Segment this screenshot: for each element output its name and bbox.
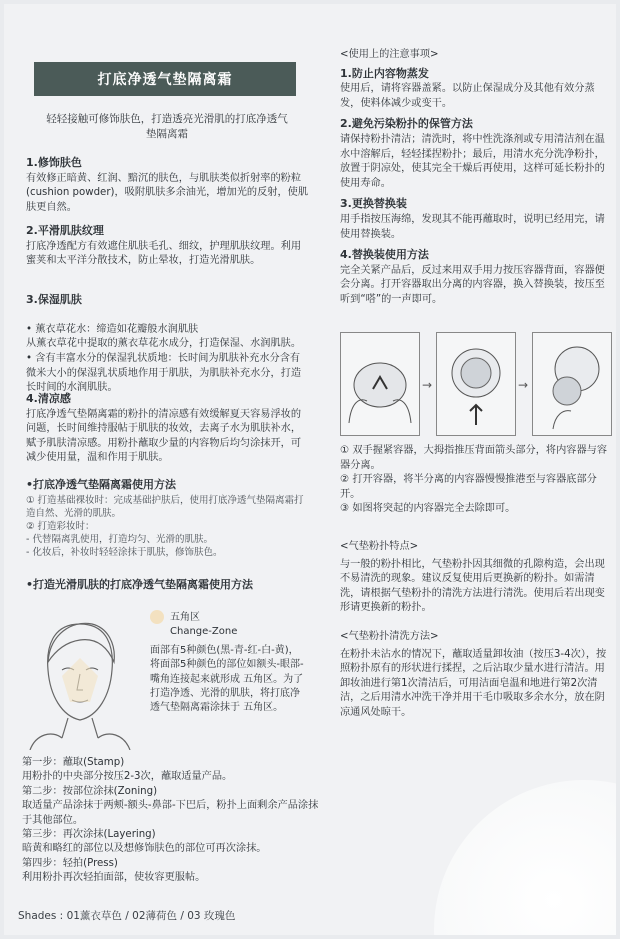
section-body: 有效修正暗黄、红润、黯沉的肤色，与肌肤类似折射率的粉粒(cushion powder)，吸附肌肤多余油光，增加光的反射，使肌肤更自然。 (26, 172, 309, 213)
zone-subtitle: Change-Zone (170, 626, 238, 638)
refill-panel-1 (340, 332, 420, 436)
section-2 (26, 224, 310, 269)
note-body: 使用后，请将容器盖紧。以防止保湿成分及其他有效分蒸发，使料体减少或变干。 (340, 83, 595, 109)
arrow-right-icon: → (518, 378, 529, 392)
refill-step: ③ 如图将突起的内容器完全去除即可。 (340, 503, 516, 515)
refill-step: ① 双手握紧容器，大拇指推压背面箭头部分，将内容器与容器分离。 (340, 445, 608, 471)
note-body: 请保持粉扑清洁；清洗时，将中性洗涤剂或专用清洁剂在温水中溶解后，轻轻揉捏粉扑；最后，用清水充分洗净粉扑，放置于阴凉处，使其完全干燥后再使用，这样可延长粉扑的使用寿命。 (340, 133, 605, 189)
notes-title: <使用上的注意事项> (340, 49, 439, 60)
note-title: 4.替换装使用方法 (340, 248, 429, 262)
product-title-banner: 打底净透气垫隔离霜 (34, 62, 296, 96)
feature-title: <气垫粉扑特点> (340, 541, 419, 552)
section-4 (26, 392, 310, 466)
cleaning-title: <气垫粉扑清洗方法> (340, 631, 439, 642)
section-title: 1.修饰肤色 (26, 156, 82, 169)
refill-steps (340, 444, 610, 517)
section-title: 4.清凉感 (26, 392, 71, 405)
step-label: 第三步：再次涂抹(Layering) (22, 829, 156, 841)
refill-diagram (340, 332, 612, 436)
note-title: 3.更换替换装 (340, 197, 407, 211)
note-title: 1.防止内容物蒸发 (340, 66, 429, 80)
refill-panel-2 (436, 332, 516, 436)
section-1 (26, 156, 310, 215)
section-title: 2.平滑肌肤纹理 (26, 224, 104, 237)
section-body: 打底净透气垫隔离霜的粉扑的清凉感有效缓解夏天容易浮妆的问题，长时间维持服帖于肌肤的妆效，去离子水为肌肤补水，赋予肌肤清凉感。用粉扑蘸取少量的内容物后均匀涂抹开，可减少使用量，温和作用于肌肤。 (26, 408, 302, 464)
note-body: 用手指按压海绵，发现其不能再蘸取时，说明已经用完，请使用替换装。 (340, 213, 605, 240)
usage-method-1 (26, 478, 310, 559)
compact-case-photo (434, 780, 616, 935)
step-label: 第四步：轻拍(Press) (22, 857, 118, 869)
note-body: 完全关紧产品后，反过来用双手用力按压容器背面，容器便会分离。打开容器取出分离的内容器，换入替换装，按压至听到“嗒”的一声即可。 (340, 264, 605, 305)
step-label: 第二步：按部位涂抹(Zoning) (22, 785, 158, 797)
intro-text: 轻轻接触可修饰肤色，打造透亮光滑肌的打底净透气垫隔离霜 (46, 113, 288, 140)
note-title: 2.避免污染粉扑的保管方法 (340, 117, 473, 131)
step-body: 取适量产品涂抹于两颊-额头-鼻部-下巴后，粉扑上面剩余产品涂抹于其他部位。 (22, 800, 319, 826)
puff-cleaning-section (340, 630, 610, 721)
open-compact-icon (437, 333, 515, 435)
usage-line: - 代替隔离乳使用，打造均匀、光滑的肌肤。 (26, 533, 213, 545)
section-body: • 薰衣草花水：缔造如花瓣般水润肌肤 从薰衣草花中提取的薰衣草花水成分，打造保湿、水润肌肤。 • 含有丰富水分的保湿乳状质地：长时间为肌肤补充水分含有微米大小的保湿乳状质地作用于肌肤，为肌肤补充水分，打造长时间的水润肌肤。 (26, 323, 302, 394)
step-body: 用粉扑的中央部分按压2-3次，蘸取适量产品。 (22, 771, 233, 783)
refill-panel-3 (532, 332, 612, 436)
arrow-right-icon: → (422, 378, 433, 392)
face-illustration (22, 614, 138, 750)
step-body: 利用粉扑再次轻拍面部，使妆容更服帖。 (22, 872, 206, 884)
puff-feature-section (340, 540, 610, 616)
step-label: 第一步：蘸取(Stamp) (22, 757, 125, 768)
usage-title: •打底净透气垫隔离霜使用方法 (26, 478, 177, 491)
shades-line: Shades : 01薰衣草色 / 02薄荷色 / 03 玫瑰色 (18, 910, 236, 922)
usage-method-2-title: •打造光滑肌肤的打底净透气垫隔离霜使用方法 (26, 578, 254, 591)
change-zone-description (150, 610, 306, 716)
zone-body: 面部有5种颜色(黑-青-红-白-黄)，将面部5种颜色的部位如额头-眼部-嘴角连接起来就形成 五角区。为了打造净透、光滑的肌肤，将打底净透气垫隔离霜涂抹于 五角区。 (150, 644, 304, 714)
feature-body: 与一般的粉扑相比，气垫粉扑因其细微的孔隙构造，会出现不易清洗的现象。建议反复使用后更换新的粉扑。如需清洗，请根据气垫粉扑的清洗方法进行清洗。使用后若出现变形请更换新的粉扑。 (340, 558, 605, 614)
instruction-leaflet (4, 4, 616, 935)
section-body: 打底净透配方有效遮住肌肤毛孔、细纹，护理肌肤纹理。利用蜜荚和太平洋分散技术，防止晕妆，打造光滑肌肤。 (26, 240, 302, 267)
step-body: 暗黄和略红的部位以及想修饰肤色的部位可再次涂抹。 (22, 843, 267, 855)
steps-list (22, 756, 322, 886)
usage-line: - 化妆后，补妆时轻轻涂抹于肌肤，修饰肤色。 (26, 546, 223, 558)
zone-swatch-icon (150, 610, 164, 624)
section-title: 3.保湿肌肤 (26, 292, 82, 306)
cleaning-body: 在粉扑未沾水的情况下，蘸取适量卸妆油（按压3-4次），按照粉扑原有的形状进行揉捏，之后沾取少量水进行清洁。用卸妆油进行第1次清洁后，可用洁面皂温和地进行第2次清洁，之后用清水冲洗干净并用干毛巾吸取多余水分，放在阴凉通风处晾干。 (340, 648, 607, 718)
remove-inner-case-icon (533, 333, 611, 435)
section-3 (26, 278, 310, 410)
refill-step: ② 打开容器，将半分离的内容器慢慢推港至与容器底部分开。 (340, 474, 597, 500)
usage-line: ① 打造基础裸妆时：完成基础护肤后，使用打底净透气垫隔离霜打造自然、光滑的肌肤。 (26, 494, 304, 519)
notes-section (340, 48, 610, 308)
zone-title: 五角区 (170, 612, 200, 623)
usage-line: ② 打造彩妆时： (26, 520, 95, 532)
hands-holding-compact-icon (341, 333, 419, 435)
